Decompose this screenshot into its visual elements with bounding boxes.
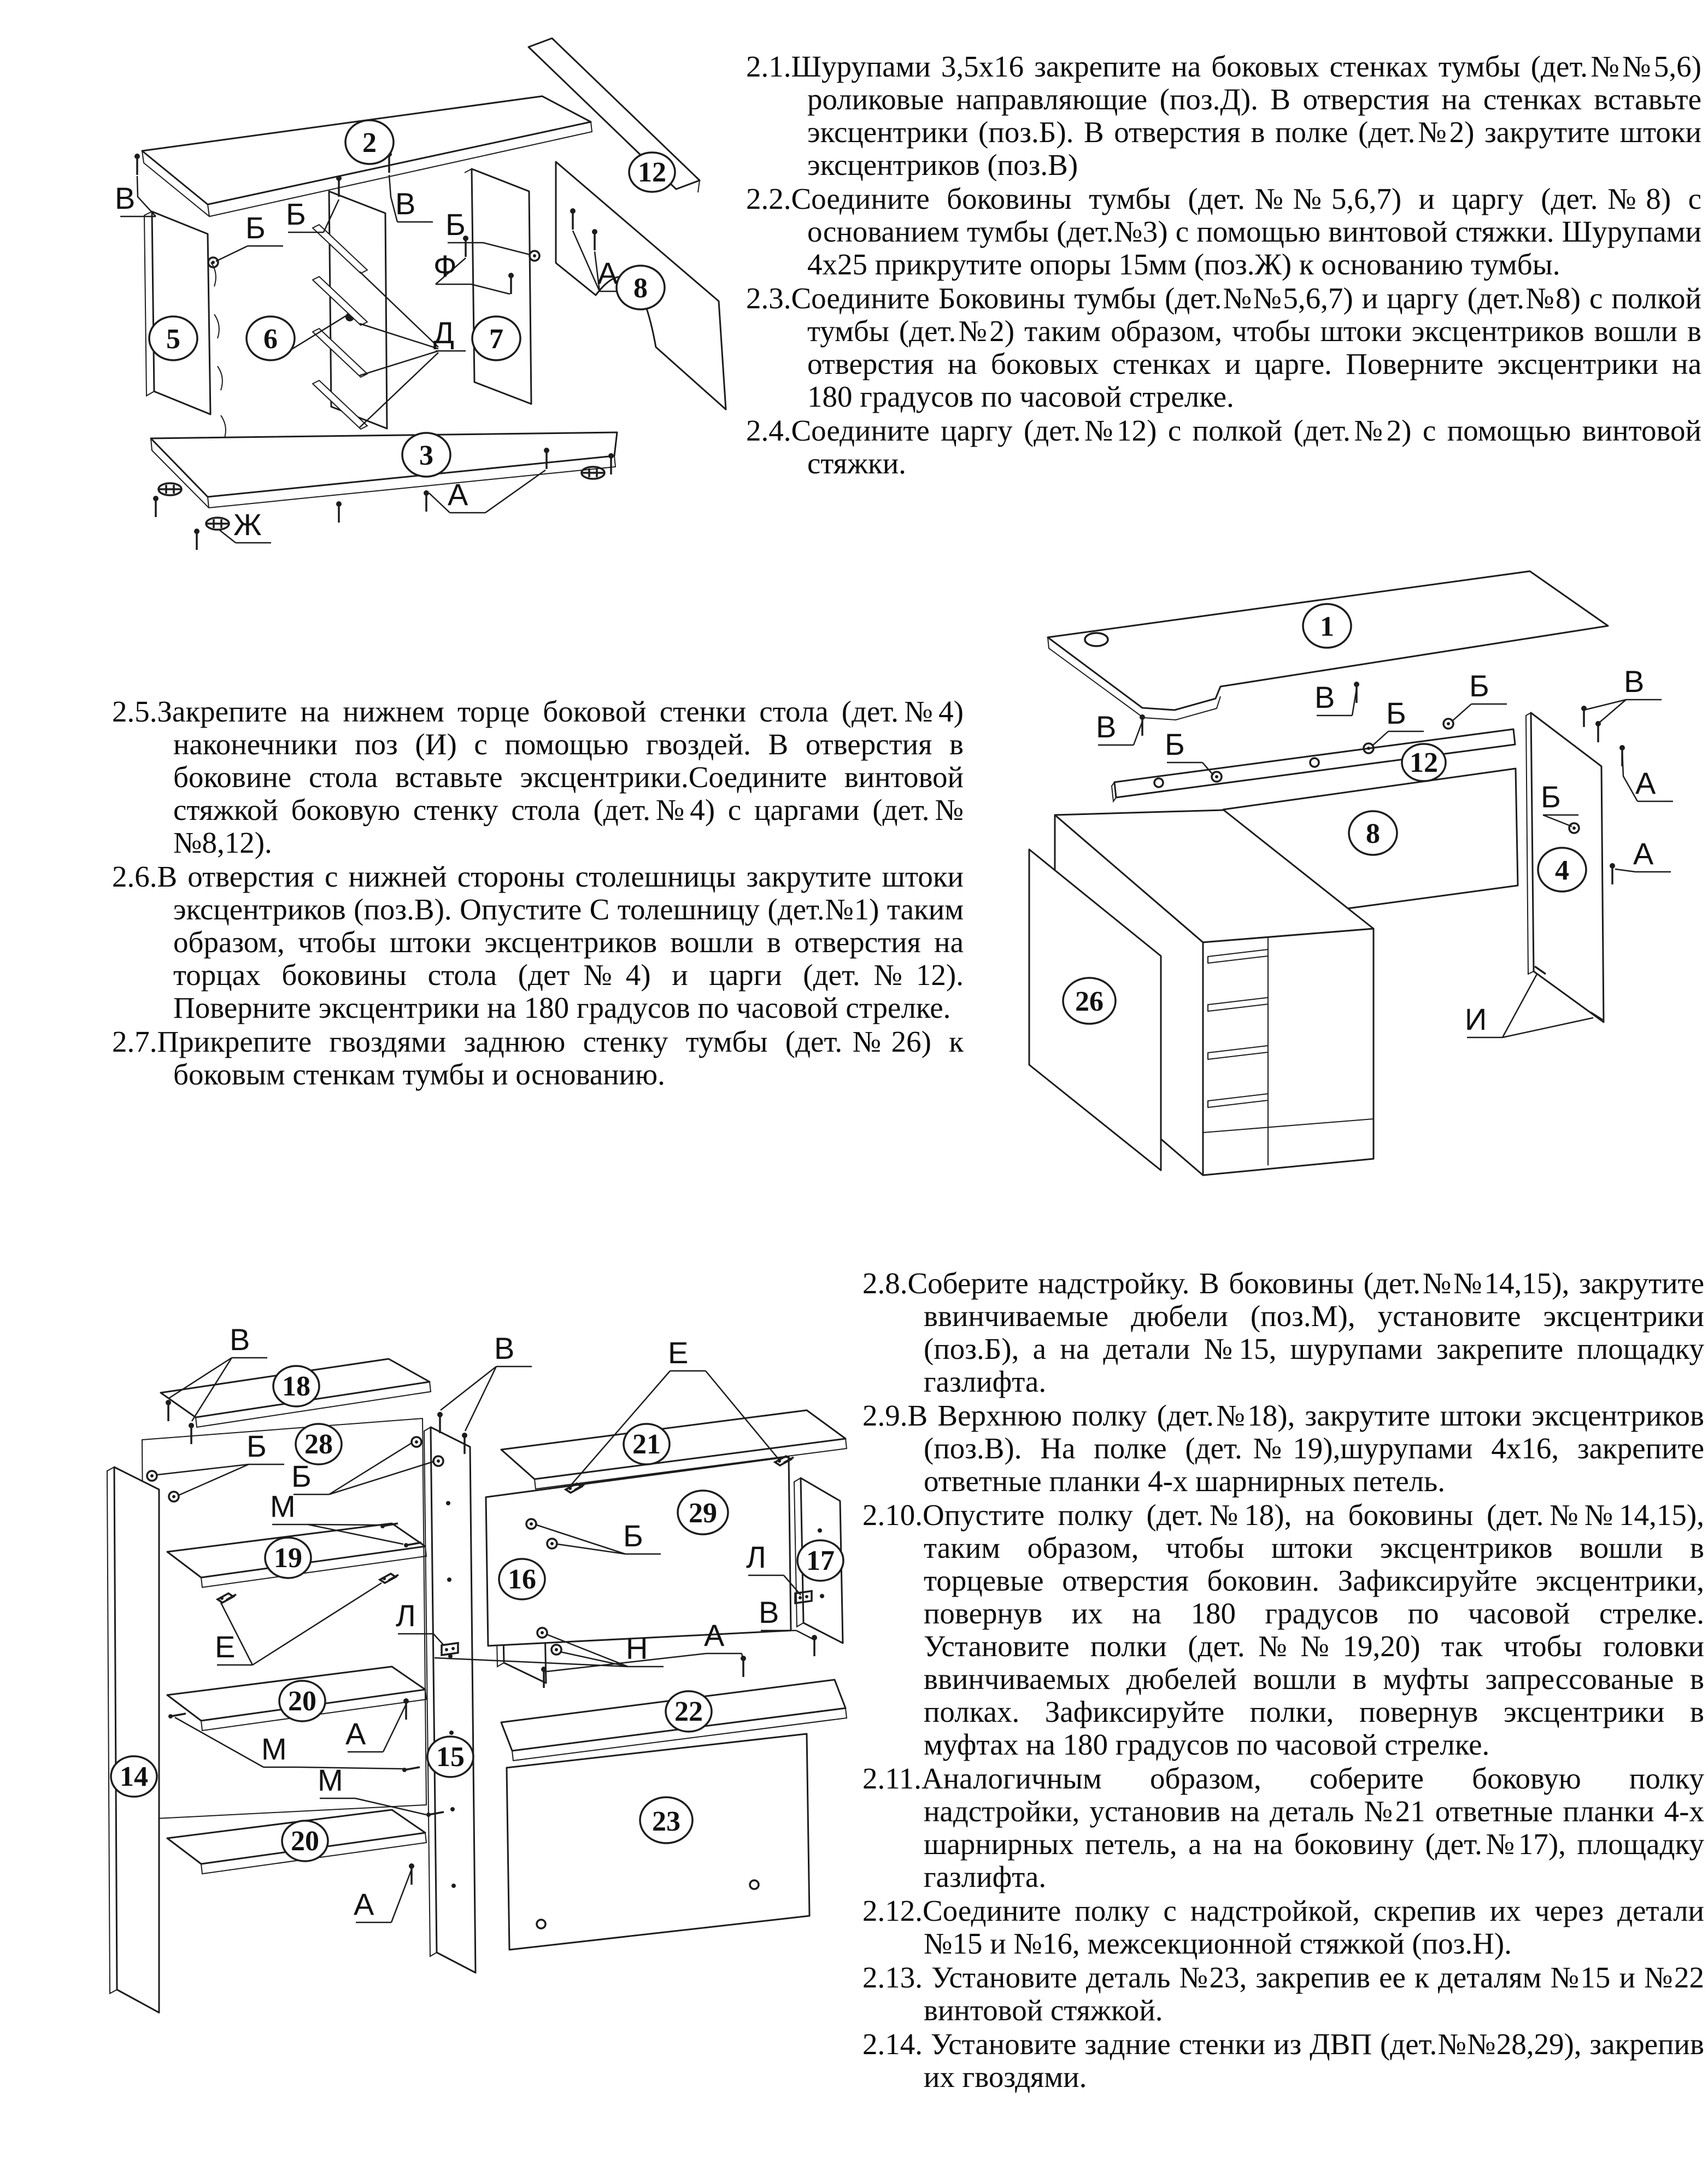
instruction-item — [862, 1499, 1704, 1761]
part-circle-3 — [402, 433, 450, 477]
part-circle-20b — [282, 1821, 328, 1861]
instruction-text: Соберите надстройку. В боковины (дет.№№14,15), закрутите ввинчиваемые дюбели (поз.М), установите эксцентрики (поз.Б), а на детали №15, шурупами закрепите площадку газлифта. — [907, 1266, 1704, 1398]
instruction-item — [112, 1025, 964, 1091]
instruction-text: Прикрепите гвоздями заднюю стенку тумбы (дет.№26) к боковым стенкам тумбы и основанию. — [157, 1025, 964, 1091]
callout-B: Б — [246, 1429, 267, 1463]
part-circle-20a — [279, 1681, 325, 1721]
callout-N: Н — [626, 1631, 648, 1665]
cabinet-base-exploded-diagram — [44, 33, 776, 579]
instruction-number: 2.4. — [746, 414, 791, 447]
svg-text:15: 15 — [436, 1741, 465, 1773]
panel-bottom-3 — [151, 432, 617, 508]
instruction-number: 2.13. — [862, 1961, 932, 1994]
instruction-text: Шурупами 3,5х16 закрепите на боковых стенках тумбы (дет.№№5,6) роликовые направляющие (поз.Д). В отверстия на стенках вставьте эксцентрики (поз.Б). В отверстия в полке (дет.№2) закрутите штоки эксцентриков (поз.В) — [791, 50, 1701, 181]
svg-text:7: 7 — [489, 324, 503, 355]
part-circle-2 — [345, 120, 394, 164]
callout-A: А — [1633, 836, 1654, 871]
instruction-text: Соедините боковины тумбы (дет.№№5,6,7) и царгу (дет.№8) с основанием тумбы (дет.№3) с помощью винтовой стяжки. Шурупами 4х25 прикрутите опоры 15мм (поз.Ж) к основанию тумбы. — [791, 182, 1701, 281]
svg-text:1: 1 — [1320, 611, 1334, 642]
part-circle-19 — [265, 1538, 311, 1578]
part-circle-12 — [1402, 744, 1446, 781]
instruction-item — [862, 1399, 1704, 1498]
callout-D: Д — [433, 315, 454, 350]
instruction-item — [862, 1961, 1704, 2027]
part-circle-26 — [1063, 978, 1116, 1024]
callout-B: Б — [1469, 668, 1489, 703]
callout-L: Л — [746, 1540, 766, 1574]
callout-A: А — [1635, 766, 1656, 800]
callout-A: А — [345, 1716, 366, 1751]
instruction-text: Установите деталь №23, закрепив ее к деталям №15 и №22 винтовой стяжкой. — [924, 1961, 1705, 2027]
instruction-text: В отверстия с нижней стороны столешницы закрутите штоки эксцентриков (поз.В). Опустите С толешницу (дет.№1) таким образом, чтобы штоки эксцентриков вошли в отверстия на торцах боковины стола (дет№4) и царги (дет.№12). Поверните эксцентрики на 180 градусов по часовой стрелке. — [157, 860, 964, 1024]
part-circle-7 — [472, 316, 520, 360]
callout-V: В — [395, 186, 416, 221]
callout-B: Б — [1541, 779, 1561, 814]
callout-V: В — [494, 1331, 515, 1365]
instruction-number: 2.9. — [862, 1399, 908, 1432]
instruction-text: Закрепите на нижнем торце боковой стенки стола (дет.№4) наконечники поз (И) с помощью гвоздей. В отверстия в боковине стола вставьте эксцентрики.Соедините винтовой стяжкой боковую стенку стола (дет.№4) с царгами (дет.№№8,12). — [157, 695, 964, 859]
callout-A: А — [448, 477, 468, 512]
callout-V: В — [230, 1322, 250, 1357]
part-circle-16 — [499, 1559, 545, 1599]
panel-divider-6 — [329, 191, 387, 429]
instruction-item — [746, 414, 1701, 480]
callout-M: М — [318, 1763, 343, 1797]
svg-text:20: 20 — [288, 1686, 316, 1717]
desk-exploded-diagram — [995, 558, 1708, 1175]
part-circle-14 — [111, 1756, 157, 1797]
instruction-number: 2.8. — [862, 1266, 908, 1300]
instruction-item — [746, 183, 1701, 281]
instruction-number: 2.11. — [862, 1762, 922, 1795]
instruction-item — [746, 282, 1701, 413]
svg-text:21: 21 — [632, 1429, 661, 1460]
callout-M: М — [261, 1732, 287, 1766]
part-circle-17 — [797, 1540, 843, 1581]
callout-B: Б — [286, 197, 306, 231]
part-circle-8 — [1349, 811, 1397, 855]
instructions-section-2 — [112, 695, 964, 1092]
instruction-number: 2.3. — [746, 282, 791, 315]
callout-V: В — [115, 181, 136, 215]
callout-Zh: Ж — [233, 507, 262, 542]
part-circle-29 — [678, 1491, 728, 1534]
instruction-item — [862, 1762, 1704, 1893]
instruction-text: Опустите полку (дет.№18), на боковины (дет.№№14,15), таким образом, чтобы штоки эксцентриков вошли в торцевые отверстия боковин. Зафиксируйте эксцентрики, повернув их на 180 градусов по часовой стрелке. Установите полки (дет.№№19,20) так чтобы головки ввинчиваемых дюбелей вошли в муфты запрессованые в полках. Зафиксируйте полки, повернув эксцентрики в муфтах на 180 градусов по часовой стрелке. — [923, 1498, 1704, 1761]
part-circle-8 — [617, 266, 665, 309]
svg-text:4: 4 — [1555, 855, 1569, 886]
instruction-item — [862, 1267, 1704, 1398]
svg-text:19: 19 — [274, 1543, 302, 1574]
callout-B: Б — [291, 1459, 312, 1493]
instructions-section-3 — [862, 1267, 1704, 2095]
callout-A: А — [704, 1618, 725, 1652]
part-circle-12 — [629, 153, 675, 192]
instruction-item — [862, 1895, 1704, 1960]
svg-text:23: 23 — [652, 1806, 680, 1837]
instruction-number: 2.12. — [862, 1894, 923, 1927]
svg-text:5: 5 — [166, 324, 180, 355]
svg-text:18: 18 — [282, 1371, 310, 1402]
svg-text:8: 8 — [633, 273, 648, 304]
instruction-text: Соедините Боковины тумбы (дет.№№5,6,7) и царгу (дет.№8) с полкой тумбы (дет.№2) таким образом, чтобы штоки эксцентриков вошли в отверстия на боковых стенках и царге. Поверните эксцентрики на 180 градусов по часовой стрелке. — [791, 282, 1701, 413]
instruction-text: В Верхнюю полку (дет.№18), закрутите штоки эксцентриков (поз.В). На полке (дет.№19),шурупами 4х16, закрепите ответные планки 4-х шарнирных петель. — [907, 1399, 1704, 1498]
instruction-number: 2.7. — [112, 1025, 157, 1058]
side-panel-14 — [107, 1467, 159, 2013]
callout-A: А — [354, 1887, 374, 1921]
callout-V: В — [1624, 664, 1645, 699]
part-circle-22 — [666, 1691, 712, 1732]
callout-V: В — [1096, 709, 1117, 744]
svg-text:22: 22 — [674, 1696, 703, 1727]
svg-text:17: 17 — [806, 1545, 835, 1576]
callout-A: А — [597, 256, 618, 290]
svg-text:28: 28 — [304, 1429, 333, 1460]
svg-text:2: 2 — [362, 127, 377, 159]
callout-V: В — [1314, 680, 1335, 714]
svg-text:8: 8 — [1366, 818, 1380, 849]
svg-text:3: 3 — [419, 440, 433, 471]
svg-text:12: 12 — [638, 157, 666, 188]
callout-B: Б — [1165, 727, 1185, 761]
instruction-number: 2.10. — [862, 1498, 923, 1532]
callout-B: Б — [245, 210, 266, 245]
instruction-item — [862, 2028, 1704, 2093]
instruction-number: 2.6. — [112, 860, 157, 893]
part-circle-15 — [427, 1737, 473, 1777]
svg-text:6: 6 — [263, 324, 278, 355]
callout-E: Е — [668, 1335, 689, 1370]
callout-B: Б — [1386, 696, 1406, 730]
callout-B: Б — [445, 207, 466, 242]
part-circle-28 — [296, 1424, 342, 1464]
panel-side-5 — [144, 212, 210, 414]
instructions-section-1 — [746, 50, 1701, 481]
svg-text:26: 26 — [1075, 986, 1104, 1017]
instruction-text: Соедините царгу (дет.№12) с полкой (дет.№2) с помощью винтовой стяжки. — [791, 414, 1701, 480]
part-circle-18 — [273, 1366, 319, 1406]
svg-text:16: 16 — [508, 1564, 536, 1595]
instruction-text: Соедините полку с надстройкой, скрепив их через детали №15 и №16, межсекционной стяжкой (поз.Н). — [923, 1894, 1704, 1960]
callout-E: Е — [215, 1629, 236, 1664]
instruction-text: Аналогичным образом, соберите боковую полку надстройки, установив на деталь №21 ответные планки 4-х шарнирных петель, а на на боковину (дет.№17), площадку газлифта. — [921, 1762, 1704, 1893]
callout-B: Б — [623, 1518, 643, 1553]
svg-text:12: 12 — [1410, 747, 1438, 778]
callout-V: В — [759, 1595, 779, 1629]
instruction-number: 2.2. — [746, 182, 791, 215]
instruction-item — [746, 50, 1701, 181]
svg-text:29: 29 — [689, 1498, 717, 1529]
instruction-number: 2.5. — [112, 695, 157, 728]
part-circle-23 — [640, 1797, 692, 1843]
instruction-item — [112, 860, 964, 1024]
part-circle-21 — [624, 1424, 670, 1464]
side-panel-15 — [424, 1427, 476, 1973]
part-circle-5 — [149, 316, 197, 360]
svg-text:20: 20 — [291, 1826, 319, 1857]
instruction-number: 2.14. — [862, 2027, 931, 2061]
callout-F: Ф — [433, 249, 457, 283]
instruction-item — [112, 695, 964, 859]
callout-M: М — [270, 1489, 296, 1523]
instruction-number: 2.1. — [746, 50, 791, 83]
part-circle-4 — [1538, 848, 1586, 892]
panel-divider-7 — [465, 169, 531, 404]
instruction-text: Установите задние стенки из ДВП (дет.№№28,29), закрепив их гвоздями. — [924, 2027, 1705, 2093]
callout-I: И — [1465, 1002, 1487, 1036]
hutch-exploded-diagram — [27, 1274, 891, 2164]
part-circle-1 — [1303, 604, 1351, 648]
callout-L: Л — [396, 1598, 416, 1633]
svg-text:14: 14 — [120, 1761, 148, 1792]
